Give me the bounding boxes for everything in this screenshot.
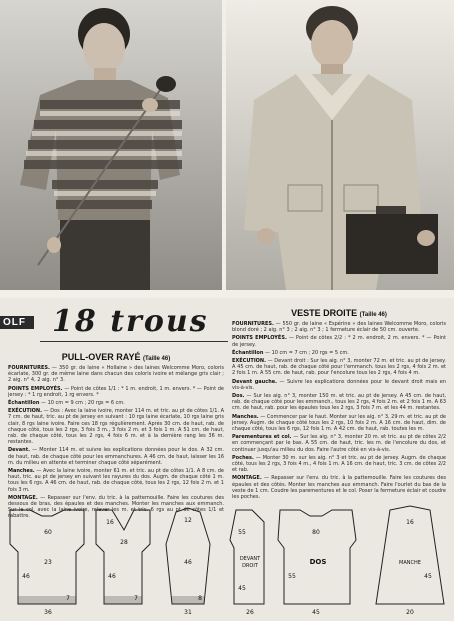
paragraph	[232, 335, 446, 347]
photo-bottom-strip	[0, 290, 454, 298]
jacket-size: (Taille 46)	[359, 312, 387, 318]
diagram-label: 46	[22, 573, 30, 580]
paragraph-text: — Point de côtes 1/1 : * 1 m. endroit, 1 m. envers. * — Point de jersey : * 1 rg endroit, 1 rg envers. *	[8, 385, 224, 398]
diagram-label: 55	[288, 573, 296, 580]
paragraph	[232, 434, 446, 453]
diagram-label: 46	[184, 559, 192, 566]
paragraph-label: Poches.	[232, 454, 254, 461]
diagram-label: 20	[406, 609, 414, 616]
schematic-pullover-front	[96, 510, 150, 604]
photo-cardigan-jacket	[226, 0, 454, 290]
paragraph	[8, 447, 224, 466]
diagram-label: 55	[238, 529, 246, 536]
paragraph	[8, 408, 224, 445]
paragraph-text: — 10 cm = 7 cm ; 20 rgs = 5 cm.	[263, 349, 349, 356]
paragraph	[232, 475, 446, 500]
paragraph-text: — Commencer par le haut. Monter sur les aig. n° 3, 29 m. et tric. au pt de jersey. Augm. de chaque côté tous les 2 rgs, 10 fois 2 m. A 16 cm. de haut, dim. de chaque côté, tous les 6 rgs, 12 fois 1 m. A 42 cm. de haut, rab. toutes les m.	[232, 413, 446, 433]
pullover-heading	[8, 352, 224, 362]
schematic-jacket-back	[278, 510, 356, 604]
diagram-label: 7	[134, 595, 138, 602]
paragraph-text: — Repasser sur l'env. du tric. à la pattemouille. Faire les coutures des dessous de bras, des épaules et des manches. Monter les manches aux emmanch. Sur le col, avec la laine ivoire, relever les m. et tric. 6 rgs au pt de côtes 1/1 et rabattre.	[8, 494, 224, 520]
paragraph-text: — Sur les aig. n° 3, monter 20 m. et tric. au pt de côtes 2/2 en commençant par le bas. A 55 cm. de haut, tric. les m. de l'encolure du dos, et continuer jusqu'au milieu du dos. Faire l'autre côté en vis-à-vis.	[232, 434, 447, 453]
diagram-label: 31	[184, 609, 192, 616]
paragraph	[8, 468, 224, 493]
paragraph-label: Parementures et col.	[232, 434, 292, 441]
diagram-label: 23	[44, 559, 52, 566]
pullover-instructions	[8, 352, 224, 522]
paragraph-label: POINTS EMPLOYÉS.	[232, 335, 287, 342]
paragraph-text: — Avec la laine ivoire, monter 61 m. et tric. au pt de côtes 1/1. A 8 cm. de haut, tric. au pt de jersey en suivant les rayures du dos. Augm. de chaque côté 1 m. tous les 6 rgs. A 46 cm. de haut, rab. de chaque côté, tous les 2 rgs, 12 fois 2 m. et 1 fois 3 m.	[8, 468, 224, 493]
main-title: 18 trous	[52, 304, 209, 339]
paragraph	[8, 400, 224, 406]
paragraph-text: — 10 cm = 9 cm ; 20 rgs = 6 cm.	[39, 400, 125, 407]
paragraph-text: — 550 gr. de laine « Espérine » des laines Welcomme Moro, coloris blond doré ; 2 aig. n° 3 ; 2 aig. n° 3 ; 1 fermeture éclair de 50 cm. ouverte.	[232, 321, 446, 334]
jacket-title: VESTE DROITE	[291, 308, 358, 318]
paragraph-label: EXÉCUTION.	[8, 408, 43, 415]
diagram-label: 8	[198, 595, 202, 602]
photo-man-zip-jacket	[226, 0, 454, 290]
paragraph-text: — Point de côtes 2/2 : * 2 m. endroit, 2 m. envers. * — Point de jersey.	[232, 335, 446, 348]
diagram-label: 16	[106, 519, 114, 526]
paragraph-label: EXÉCUTION.	[232, 358, 267, 365]
jacket-instructions	[232, 308, 446, 502]
diagram-label: 45	[424, 573, 432, 580]
diagram-label: 36	[44, 609, 52, 616]
paragraph-label: MONTAGE.	[232, 475, 262, 482]
paragraph	[232, 350, 446, 356]
paragraph-label: Échantillon	[8, 400, 40, 407]
photo-striped-pullover	[0, 0, 222, 290]
diagram-label: 12	[184, 517, 192, 524]
pullover-size: (Taille 46)	[142, 356, 171, 362]
jacket-heading	[232, 308, 446, 318]
paragraph	[232, 358, 446, 377]
paragraph	[232, 455, 446, 474]
paragraph	[232, 414, 446, 433]
diagram-label: 46	[108, 573, 116, 580]
paragraph-label: Devant gauche.	[232, 378, 278, 385]
paragraph-label: FOURNITURES.	[232, 321, 274, 327]
diagram-label: DOS	[309, 558, 327, 566]
pullover-title: PULL-OVER RAYÉ	[61, 352, 141, 362]
paragraph-label: Dos.	[232, 393, 245, 400]
schematic-pullover-back	[10, 510, 84, 604]
paragraph-label: Devant.	[8, 447, 31, 454]
diagram-label: 28	[120, 539, 128, 546]
photo-man-striped-sweater	[0, 0, 222, 290]
paragraph	[232, 393, 446, 412]
paragraph-label: POINTS EMPLOYÉS.	[8, 385, 63, 392]
paragraph-label: Manches.	[8, 468, 35, 475]
paragraph-text: — Monter 114 m. et suivre les explications données pour le dos. A 32 cm. de haut, rab. de chaque côté pour les emmanchures. A 46 cm. de haut, laisser les 16 m. du milieu en attente et terminer chaque côté séparément.	[8, 447, 224, 466]
diagram-label: MANCHE	[399, 560, 421, 566]
diagram-label: 16	[406, 519, 414, 526]
paragraph-label: Échantillon	[232, 349, 264, 356]
diagram-label: 80	[312, 529, 320, 536]
section-tab: OLF	[0, 316, 34, 329]
paragraph-text: — Monter 30 m. sur les aig. n° 3 et tric. au pt de jersey. Augm. de chaque côté, tous les 2 rgs, 3 fois 4 m., 4 fois 1 m. A 16 cm. de haut, tric. 3 cm. de côtes 2/2 et rab.	[232, 454, 446, 474]
diagram-label: DEVANT	[239, 556, 261, 562]
paragraph-text: — Devant droit : Sur les aig. n° 3, monter 72 m. et tric. au pt de jersey. A 45 cm. de haut, rab. de chaque côté pour l'emmanch. tous les 2 rgs, 4 fois 2 m. et 2 fois 1 m. A 55 cm. de haut, rab. pour l'encolure tous les 2 rgs, 4 fois 4 m.	[232, 358, 446, 377]
paragraph-text: — Repasser sur l'env. du tric. à la pattemouille. Faire les coutures des épaules et des côtés. Monter les manches aux emmanch. Faire l'ourlet du bas de la veste de 1 cm. Coudre les parementures et le col. Poser la fermeture éclair et coudre les poches.	[232, 475, 446, 501]
photo-band	[0, 0, 454, 290]
diagram-label: DROIT	[242, 563, 258, 569]
diagram-label: 45	[312, 609, 320, 616]
paragraph-text: — Suivre les explications données pour le devant droit mais en vis-à-vis.	[232, 378, 446, 391]
paragraph	[8, 386, 224, 398]
paragraph-label: MONTAGE.	[8, 494, 38, 501]
paragraph	[232, 321, 446, 333]
diagram-label: 45	[238, 585, 246, 592]
paragraph	[8, 365, 224, 384]
paragraph-label: FOURNITURES.	[8, 365, 50, 371]
pattern-diagrams	[0, 504, 454, 621]
title-rule	[40, 341, 228, 342]
paragraph-text: — Dos : Avec la laine ivoire, monter 114 m. et tric. au pt de côtes 1/1. A 7 cm. de haut, tric. au pt de jersey en suivant : 10 rgs laine écarlate, 10 rgs laine gris clair, 8 rgs laine ivoire. Faire ces 18 rgs régulièrement. Après 30 cm. de haut, rab. de chaque côté, tous les 2 rgs, 3 fois 3 m., 3 fois 2 m. et 3 fois 1 m. A 51 cm. de haut, rab. de chaque côté, tous les 2 rgs, 4 fois 6 m. et à la dernière rang les 36 m. restantes.	[8, 408, 224, 446]
paragraph	[232, 379, 446, 391]
paragraph-text: — Sur les aig. n° 3, monter 150 m. et tric. au pt de jersey. A 45 cm. de haut, rab. de chaque côté pour les emmanch., tous les 2 rgs, 4 fois 2 m. et 2 fois 1 m. A 63 cm. de haut, rab. pour les épaules tous les 2 rgs, 3 fois 7 m. et les 44 m. restantes.	[232, 393, 446, 412]
diagram-label: 60	[44, 529, 52, 536]
paragraph-text: — 350 gr. de laine « Hollaine » des laines Welcomme Moro, coloris écarlate, 300 gr. de même laine dans chacun des coloris ivoire et mélange gris clair ; 2 aig. n° 4, 2 aig. n° 3.	[8, 365, 224, 384]
paragraph-label: Manches.	[232, 413, 259, 420]
diagram-label: 7	[66, 595, 70, 602]
diagram-label: 26	[246, 609, 254, 616]
